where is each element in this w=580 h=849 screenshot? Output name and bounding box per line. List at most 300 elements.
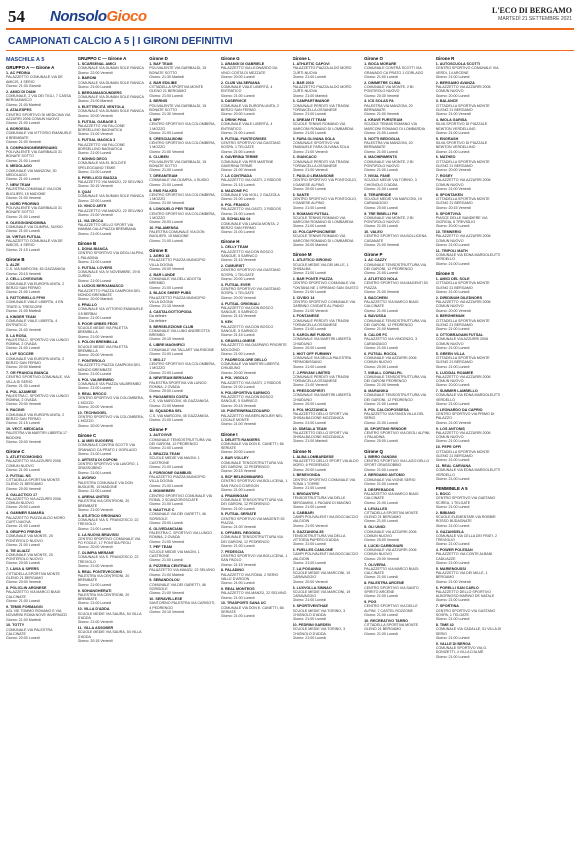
team-venue: PALESTRA VIA CENTRIONI, 20 BREMBATE <box>77 499 130 508</box>
team-entry <box>364 619 431 636</box>
team-venue: CENTRO SPORTIVO VIA COLOMBERA, 1 MOZZO <box>149 141 216 150</box>
team-name: 5. CRESCIALBOINI <box>149 136 183 141</box>
team-name: 9. SPORTVIVA <box>435 211 461 216</box>
team-schedule: Giorno: 21:15 Venerdì <box>149 304 185 309</box>
team-schedule: Giorno: 21:00 Lunedì <box>220 506 255 511</box>
group-block <box>364 252 431 443</box>
team-venue: SCUOLE TENNIS ROMANO VIA MARCONI ROMANO DI LOMBARDIA <box>364 122 426 131</box>
team-venue: COMUNALE VIA AZZURRI 2006 COMUN NUOVO <box>364 548 417 557</box>
team-venue: COMUNALE VIA MONTE, 20 PONTEROLO NUOVO <box>6 552 53 562</box>
team-venue: COMUNALE PERDITI VIA TRAGNI FORNACELLA OSSANESE <box>292 103 350 112</box>
team-venue: CENTRO SPORTIVO VIA COLOMBERA, 1 MOZZO <box>77 396 144 405</box>
team-entry <box>6 235 73 252</box>
team-name: 10. VINCO ARTE <box>77 204 107 209</box>
team-schedule: Giorno: 21:00 Lunedì <box>220 197 255 202</box>
column <box>221 56 288 842</box>
team-venue: ASL VIE TOMMO ROMANO E VIA NOVARINI ROMA NOVE INVERNIZZI <box>6 608 67 618</box>
team-name: 7. NVIAL FANE <box>364 174 391 179</box>
team-entry <box>436 427 503 444</box>
team-schedule: Giorno: 21:00 Venerdì <box>77 213 113 217</box>
team-entry <box>221 189 288 202</box>
team-venue: PALAZZETTO PIAZZA ALDO MORO CURTI-NUOVA <box>6 515 65 524</box>
team-schedule: Giorno: 21:00 Lunedì <box>6 468 40 473</box>
team-name: 1. BIRRO GANDINI <box>364 454 397 459</box>
team-venue: PALAZZETTO VIA GASTI, 2 RIDDOS <box>220 178 282 183</box>
team-name: 4. BORGESIA <box>6 127 30 132</box>
page-number: 54 <box>8 7 25 26</box>
team-name: 2. BAR PONTE PIAZZA <box>292 277 333 282</box>
column <box>6 56 73 842</box>
group-title: Girone M <box>292 252 312 258</box>
team-entry <box>149 81 216 98</box>
team-name: 5. ENGRASH <box>435 136 459 141</box>
team-venue: CITTADELLA SPORTIVA MONTE GLENO 21 BERGAMO <box>364 510 419 520</box>
team-schedule: Giorno: 21:00 Lunedì <box>364 482 398 487</box>
team-schedule: Giorno: 21:00 Lunedì <box>149 464 184 469</box>
team-venue: CENTRO SPORTIVO VIA GASTANO SOSPA, 1 TELGATE <box>435 608 496 617</box>
team-entry <box>149 273 216 290</box>
team-entry <box>436 492 503 509</box>
team-name: 2. FUTSAL NS <box>6 473 31 478</box>
team-venue: POLIVALENTE VIA GARIBALDI 31 BONATE SOTTO <box>6 206 63 215</box>
team-schedule: Giorno: 21:00 Venerdì <box>77 132 113 137</box>
team-name: 5. BERSELEZIONE CLUB <box>149 324 194 329</box>
team-schedule: Giorno: 21:00 Venerdì <box>292 168 328 173</box>
team-name: 10. VECT. MEDICASA <box>6 426 44 431</box>
team-name: 8. MARANIKA <box>364 389 389 394</box>
team-name: 7. LAVIA & SIFERS <box>6 567 39 572</box>
team-name: 8. MAIZONE FC <box>220 188 248 193</box>
team-entry <box>78 589 145 606</box>
team-schedule: Giorno: 20:00 Lunedì <box>364 364 398 369</box>
team-entry <box>221 391 288 408</box>
team-entry <box>149 433 216 450</box>
issue-date: MARTEDÌ 21 SETTEMBRE 2021 <box>498 16 572 22</box>
team-entry <box>221 99 288 116</box>
team-name: 3. ICS SOLAS FA <box>364 99 394 104</box>
team-entry <box>6 567 73 584</box>
team-venue: PALESTRA C. SPORTIVO VIA LUNGO ROMNA, 2 OVADA <box>6 337 69 347</box>
team-name: 7. MIO-17 <box>149 357 166 362</box>
team-venue: CENTRO SPORTIVO VIA MAGENTI 53 PIAZZA <box>220 516 285 525</box>
page-header <box>6 4 574 30</box>
team-name: 10. SPORTING RENDOR <box>364 426 407 431</box>
team-entry <box>78 340 145 357</box>
team-entry <box>221 358 288 375</box>
team-venue: COMUNALE VIA LUNGA MONTA, 2 BERZO SAN FERMO <box>220 221 279 230</box>
team-venue: COMUNALE VIA MONTE, 2 BI PONTIROLO NUOVO <box>364 215 414 225</box>
team-entry <box>78 190 145 203</box>
team-name: 9. SGHANGHERATI <box>77 588 112 593</box>
team-venue: PALAZZETTO VIA AZZURRI 2006 COMUN NUOVO <box>435 374 491 384</box>
team-schedule: Giorno: 21:00 Lunedì <box>6 121 40 126</box>
team-venue: PALAZZETTO VIA AZZURRI 2006 COMUN NUOVO <box>6 459 61 468</box>
team-venue: COMUNALE VIA EDNA MARDOLEUTTI VERDELLO <box>435 253 501 262</box>
team-entry <box>364 600 431 617</box>
team-schedule: Giorno: 21:00 Venerdì <box>149 201 185 206</box>
team-venue: POLIVALENTE VIA GARIBALDI, 15 BONATE SOTTO <box>149 66 207 75</box>
team-venue: PALAZZETTO VIA MANZÙ, 22 SELVINO <box>77 179 144 184</box>
team-name: 3. GAZANSIELA <box>435 529 464 534</box>
team-schedule: Giorno: 20:00 Lunedì <box>220 74 255 79</box>
team-name: 8. POL AZAMESE <box>6 389 37 394</box>
team-name: 4. LEVALLES <box>364 506 388 511</box>
team-entry <box>293 296 360 313</box>
team-entry <box>364 258 431 275</box>
team-name: 1. AGRO 18 <box>149 254 170 259</box>
team-schedule: Giorno: 21:00 Venerdì <box>77 564 113 569</box>
team-entry <box>364 155 431 172</box>
team-schedule: Giorno: 20:00 Lunedì <box>292 467 327 472</box>
team-entry <box>6 371 73 388</box>
team-schedule: Giorno: 21:00 Lunedì <box>292 420 327 425</box>
team-entry <box>6 164 73 181</box>
team-name: 9. OLEGGIOINDOMINA <box>6 220 46 225</box>
team-schedule: Giorno: 21:00 Lunedì <box>364 612 398 617</box>
team-name: 6. FUTSAL ROCOL <box>364 351 398 356</box>
team-schedule: Giorno: 21:00 Lunedì <box>364 346 398 351</box>
group-title: Girone F <box>149 427 168 433</box>
team-venue: PALESTRA VIA CENTRIONI, 20 BREMBATE <box>77 574 130 583</box>
team-name: 5. GAZZANIGA 85 <box>292 529 324 534</box>
team-entry <box>364 333 431 350</box>
team-venue: COMUNALE VIA DUMAN SOLE RANICA <box>77 95 144 100</box>
team-schedule: Giorno: 21:00 Lunedì <box>364 187 398 192</box>
team-entry <box>6 221 73 234</box>
team-name: 6. FUTSAL MAGICA 3 <box>77 138 116 143</box>
team-name: 8. SPONTAKEN <box>435 192 463 197</box>
team-name: 5. KAROLINE FUSION <box>292 333 331 338</box>
team-venue: PALAZZETTO DELLO SPORT VIA ALDO MORO, 6 PEDRENGO <box>292 459 359 468</box>
team-venue: CENTRO SPORTIVO VIA PONTOGLIO, 9 DANESE ALPINO <box>292 178 358 187</box>
team-entry <box>149 155 216 172</box>
team-entry <box>78 204 145 217</box>
team-venue: PALAZZETTO VIA AZZURRI 2006 COMUN NUOVO <box>435 178 491 187</box>
group-block <box>6 449 73 640</box>
team-name: 10. SIMSALA TEAM <box>292 426 327 431</box>
team-venue: SCUOLE MEDIE VIA TORINO, 3 CHIGNOLO D'ADDA <box>292 608 346 617</box>
team-schedule: Giorno: 21:00 Lunedì <box>220 149 255 154</box>
team-entry <box>221 245 288 262</box>
team-schedule: Giorno: 21:00 Lunedì <box>77 169 112 174</box>
team-name: 2. ARTISTA DI COPONI <box>77 457 118 462</box>
team-entry <box>221 376 288 389</box>
team-name: 10. TRASPORTI SANA UC <box>220 601 267 606</box>
team-venue: PALAZZETTO COMUNALE VIA DE AMICIS, 4 SERIO <box>6 239 63 248</box>
team-venue: COMUNALE PERDITI VIA TRAGNI FORNACELLA OSSANESE <box>292 374 350 384</box>
team-venue: C.S. VIA MARCONI, 45 GAZZANIGA <box>6 267 66 272</box>
team-name: 6. LA NUOVA BRAVISSI <box>77 532 119 537</box>
team-venue: PALESTRA VIA MARTIRI LIBERTA 17 BIDDONI <box>6 431 68 440</box>
team-name: 3. AVORIO <box>77 476 96 481</box>
team-venue: PALAZZETTO VIA BERLINGUER NEL LOCALE MONTE <box>220 413 283 422</box>
team-venue: COMUNALE VIA MARTIRI LIBERTÀ CHIUDUNO <box>220 361 280 371</box>
team-venue: COMUNALE VIA DEI GARETTI, 46 SORISOLE <box>149 582 206 592</box>
team-venue: COMUNALE VIA PIAZZA VALBREMBO <box>77 382 142 387</box>
team-entry <box>364 62 431 79</box>
team-name: 9. SEBANDOLOU <box>149 578 180 583</box>
group-title: Girone B <box>6 257 25 263</box>
team-name: 7. J-PRIVANI LIMITED <box>292 370 331 375</box>
team-entry <box>149 99 216 116</box>
team-entry <box>293 623 360 640</box>
team-venue: COMUNALE VIA VITTORIO EMANUELE 8 BREMBATE <box>6 131 72 140</box>
group-title: GRUPPO C — Girone A <box>77 56 127 61</box>
team-name: 7. ROSEY <box>435 174 453 179</box>
team-venue: CENTRO SPORTIVO COMUNALE VIA VERDI, 14 ARCENE <box>435 66 499 75</box>
team-name: 1. ATLETICO GIROINO <box>292 258 332 263</box>
team-name: 2. BAR EDILIBE <box>149 80 177 85</box>
team-name: 8. SANTE <box>292 192 310 197</box>
team-venue: PALAZZETTO DELLO SPORT VIA GHISALBA DONE MOZZANICA <box>292 430 348 440</box>
team-schedule: Giorno: 21:00 Lunedì <box>149 130 184 135</box>
team-venue: PALAZZETTO VIA AZZURRI 2006 COMUN NUOVO <box>435 234 491 243</box>
team-venue: COMUNALE TENSOSTRUTTURA VIA DEI GARONI, 12 PEDRENGO <box>149 437 212 446</box>
team-venue: PALAZZETTO VIA VINCENZO, 3 CARANZAGO <box>364 337 418 346</box>
team-name: 6. FUELLES CAMLONE <box>292 548 334 553</box>
team-entry <box>221 155 288 172</box>
team-name: 6. LUCKI CARBONARI <box>364 543 404 548</box>
column <box>436 56 503 842</box>
team-venue: PALAZZETTO VIA DON BOSCO SANGUE, 5 SARNICO <box>220 394 274 404</box>
team-schedule: Giorno: 20:00 Venerdì <box>364 538 400 543</box>
team-entry <box>6 277 73 294</box>
team-venue: COMUNALE VIA LUNG ANDREOTTA BREMBO <box>149 328 210 338</box>
team-schedule: Giorno: 21:00 Lunedì <box>292 112 327 117</box>
team-schedule: Giorno: 21:00 Venerdì <box>149 149 185 154</box>
team-entry <box>6 605 73 622</box>
team-schedule: Giorno: 20:00 Venerdì <box>77 405 113 410</box>
team-name: 2. BARONI <box>77 76 97 81</box>
team-venue: COMUNALE VIA MARTIRI LIBERTÀ CHIUDUNO <box>292 393 352 402</box>
team-entry <box>436 623 503 640</box>
team-entry <box>221 217 288 234</box>
group-block <box>293 449 360 640</box>
team-venue: PALESTRA VIA MANZONI, 20 BERNABATE <box>364 103 413 112</box>
team-venue: TENSOSTRUTTURA VIA DELLA VITTORIA PAPERO D'ADDA <box>292 533 346 543</box>
team-schedule: Giorno: 20:00 Venerdì <box>435 308 471 313</box>
team-name: 8. NORD PRORING <box>6 201 40 206</box>
team-schedule: Giorno: 21:00 Martedì <box>6 102 41 107</box>
team-name: 10. SCHALMA 04 <box>220 217 251 222</box>
team-schedule: Giorno: 20:00 Venerdì <box>77 113 113 118</box>
team-entry <box>221 320 288 337</box>
team-schedule: Giorno: 21:00 Lunedì <box>77 315 112 320</box>
team-name: 1. ATHLETIC CAPOVI <box>292 62 330 66</box>
team-entry <box>293 567 360 584</box>
team-schedule: Giorno: 20:15 Venerdì <box>149 337 185 342</box>
team-venue: PALAZZETTO VIA CONTE ALBANI CADLIAZZE <box>435 552 493 561</box>
team-venue: PALAZZETTO VIA DON BOSCO SANGUE, 5 SARNICO <box>220 249 274 259</box>
team-schedule: Giorno: 21:00 Lunedì <box>220 581 255 586</box>
team-schedule: Giorno: 21:00 Lunedì <box>220 351 255 356</box>
team-venue: C.S. VIA MARCONI, 45 GAZZANIGA <box>149 413 209 418</box>
team-entry <box>364 277 431 294</box>
team-entry <box>293 333 360 350</box>
team-schedule: Giorno: 21:00 Lunedì <box>292 364 327 369</box>
team-entry <box>436 62 503 79</box>
team-schedule: Giorno: 21:00 Lunedì <box>364 168 398 173</box>
team-name: 5. COMPAGNONEIBERGAMO <box>6 145 58 150</box>
team-entry <box>293 586 360 603</box>
team-entry <box>436 193 503 210</box>
team-schedule: Giorno: 21:15 Lunedì <box>220 333 255 338</box>
team-venue: COMUNALE VIA IV NOVEMBRE, 29 B CURNO <box>77 269 140 279</box>
team-entry <box>6 315 73 332</box>
team-entry <box>436 137 503 154</box>
team-name: 6. GRAVELLONESE <box>220 338 256 343</box>
team-venue: PALESTRA VIA MANZONI, 20 BERNABATE <box>364 141 413 150</box>
team-venue: COMUNALE VIA TALLART VALRIDONE <box>149 347 215 352</box>
team-name: 2. DIRIDINUM DILEDNORS <box>435 295 483 300</box>
team-entry <box>6 455 73 472</box>
team-venue: COMUNALE VIALE LIBERTA, 4 ENTRATICO <box>6 319 58 328</box>
team-name: 8. LUXVOLLA SINNAO <box>292 585 332 590</box>
team-schedule: Giorno: 21:00 Lunedì <box>292 561 327 566</box>
group-block <box>293 56 360 247</box>
team-name: 6. LUCIDAL ROAMEE <box>435 370 474 375</box>
team-schedule: Giorno: 21:00 Lunedì <box>149 182 184 187</box>
team-name: 6. MACHIRIMENTS <box>364 155 397 160</box>
team-schedule: Giorno: 20:00 Venerdì <box>6 402 42 407</box>
team-schedule: Giorno: 21:00 Lunedì <box>292 542 327 547</box>
team-entry <box>149 343 216 356</box>
team-schedule: Giorno: 21:00 Lunedì <box>292 289 327 294</box>
team-name: 2. CUMURIST <box>220 264 245 269</box>
team-schedule: Giorno: 21:00 Lunedì <box>292 130 327 135</box>
team-entry <box>149 310 216 323</box>
team-entry <box>6 530 73 547</box>
article-title: CAMPIONATI CALCIO A 5 | I GIRONI DEFINITIVI <box>8 36 233 47</box>
column <box>149 56 216 842</box>
team-venue: COMUNALE TENSOSTRUTTURA VIA DEI GARONI, 12 PEDRENGO <box>220 535 283 544</box>
team-schedule: Giorno: 21:00 Lunedì <box>364 594 398 599</box>
team-entry <box>149 118 216 135</box>
team-schedule: Giorno: 21:00 Venerdì <box>220 525 257 530</box>
team-name: 6. MATHEO <box>435 155 456 160</box>
group-block <box>221 56 288 234</box>
group-block <box>78 56 145 236</box>
team-venue: SCUOLE MEDIE VIA MAGNI, 1 CASTRONE <box>149 456 200 465</box>
team-schedule: Giorno: 21:00 Martedì <box>6 617 41 622</box>
team-venue: COMUNALE TENSOSTRUTTURA VIA DEI GARONI, 12 PEDRENGO <box>364 393 426 402</box>
team-schedule: Giorno: 20:00 Martedì <box>77 297 113 302</box>
team-name: 1. ATLETICOMONDO <box>6 455 43 460</box>
team-entry <box>293 155 360 172</box>
team-entry <box>78 247 145 264</box>
team-name: 1. BOCC <box>435 492 451 497</box>
team-schedule: Giorno: 21:00 Lunedì <box>77 470 112 475</box>
team-schedule: Giorno: 21:00 Lunedì <box>292 224 327 229</box>
team-entry <box>436 118 503 135</box>
team-name: 3. BERNIS <box>149 99 168 104</box>
team-schedule: Giorno: 21:00 Martedì <box>77 99 113 104</box>
team-venue: CAMPI POLIVALENTI VIA BOCCIACCIO VALGIOIN <box>292 552 359 561</box>
team-entry <box>293 389 360 406</box>
team-venue: CENTRO SPORTIVO COMUNALE VIA ROMA 1 TORRE <box>292 477 356 487</box>
team-venue: SCUOLE MEDIE VIA MARCONI, 19 CARAVAGGIO <box>292 589 351 599</box>
team-venue: PALESTRA SPORTIVA VIA LUNGO ROMNA, 2 OVADA <box>149 380 207 389</box>
team-schedule: Giorno: 21:00 Venerdì <box>292 383 328 388</box>
team-schedule: Giorno: 21:00 Martedì <box>292 93 328 98</box>
team-name: 2. BENEVONDA <box>292 473 321 478</box>
team-venue: COMUNALE VIA DELLA PALESTRA PERMOBISSANO <box>292 356 351 365</box>
team-venue: CENTRO SPORTIVO VIA MAGENTI 53 PIAZZA <box>364 281 428 290</box>
team-entry <box>293 604 360 621</box>
team-entry <box>436 586 503 603</box>
team-name: 8. TERARENDE <box>364 192 392 197</box>
team-name: 10. TOTTY <box>6 623 25 628</box>
team-schedule: Giorno: 20:00 Lunedì <box>364 205 398 210</box>
group-block <box>78 241 145 428</box>
team-name: 4. KINDER TEAM <box>6 314 36 319</box>
team-name: 4. BFF <box>149 118 161 123</box>
team-entry <box>78 458 145 475</box>
team-entry <box>78 439 145 456</box>
team-name: 8. EMS FALKED <box>149 188 178 193</box>
team-entry <box>364 408 431 425</box>
team-schedule: Giorno: 21:00 Lunedì <box>6 290 40 295</box>
team-entry <box>364 581 431 598</box>
team-entry <box>436 511 503 528</box>
team-schedule: Giorno: 21:00 Venerdì <box>292 149 328 154</box>
team-name: 5. KEK <box>220 320 233 325</box>
group-title: Girone O <box>364 56 383 61</box>
team-name: 10. TEMNERIO <box>435 230 462 235</box>
team-schedule: Giorno: 21:15 Lunedì <box>220 182 255 187</box>
team-entry <box>221 283 288 300</box>
team-entry <box>364 473 431 486</box>
team-venue: COMUNALE VIA VIOLI, 2 GAZZOLA <box>220 192 280 197</box>
team-entry <box>364 296 431 313</box>
team-entry <box>436 389 503 406</box>
team-name: 6. TIE ALIAZZ <box>6 548 30 553</box>
team-name: 2. BRAZZA TEAM <box>149 451 180 456</box>
team-entry <box>221 512 288 529</box>
team-name: 7. LA CONTRADA <box>220 174 252 179</box>
team-name: 11. REAL CARVANA <box>435 463 471 468</box>
team-venue: COMUNALE VIA VITTORIO EMANUELE II 8 BERBAI <box>77 307 144 316</box>
team-entry <box>293 408 360 425</box>
team-entry <box>6 390 73 407</box>
team-entry <box>78 62 145 75</box>
team-name: 2. BERGAMO ANTOMO <box>364 473 405 478</box>
team-name: 4. FONTANESE <box>292 314 320 319</box>
team-entry <box>149 489 216 506</box>
team-name: 4. CASTALGOTTOPODA <box>149 310 192 315</box>
team-name: 10. TECHNOGEL <box>77 410 107 415</box>
team-entry <box>149 578 216 595</box>
team-schedule: Giorno: 20:00 Lunedì <box>292 402 327 407</box>
team-entry <box>149 325 216 342</box>
team-schedule: Giorno: 21:00 Lunedì <box>364 631 398 636</box>
team-venue: SILVA SPORTIVO DI PIAZZALE NEWTON VERDELLINO <box>435 122 488 131</box>
team-schedule: Giorno: 21:00 Venerdì <box>435 112 471 117</box>
team-name: 4. BAVUSSA <box>364 314 386 319</box>
team-venue: CENTRO SPORTIVO VIA GASTANO SOSPA, 1 TELGATE <box>220 268 281 277</box>
team-name: 3. LUCKIS BERGAMASCO <box>77 284 124 289</box>
team-venue: COMUNALE VIA DUMAN SOLE RANICA <box>77 80 144 85</box>
team-schedule: Giorno: 21:00 Lunedì <box>435 130 470 135</box>
team-venue: SCUOLE MEDIE VIA MAGNI, 1 CASTRONE <box>149 549 200 558</box>
team-venue: PALAZZETTO VIA DEI MILLE, 1 BERGAMO <box>435 571 488 580</box>
team-schedule: Giorno: 21:00 Lunedì <box>435 635 470 640</box>
group-title: Girone B <box>77 240 97 246</box>
team-name: 9. VALLE DI BERGA <box>435 641 471 646</box>
team-name: 6. OLIVEDANCIANI <box>149 526 183 531</box>
team-schedule: Giorno: 21:00 Lunedì <box>435 346 470 351</box>
team-venue: CENTRO SPORTIVO VIA DELLE ALPINI, 7 CASTEL ROZZONE <box>364 604 418 613</box>
